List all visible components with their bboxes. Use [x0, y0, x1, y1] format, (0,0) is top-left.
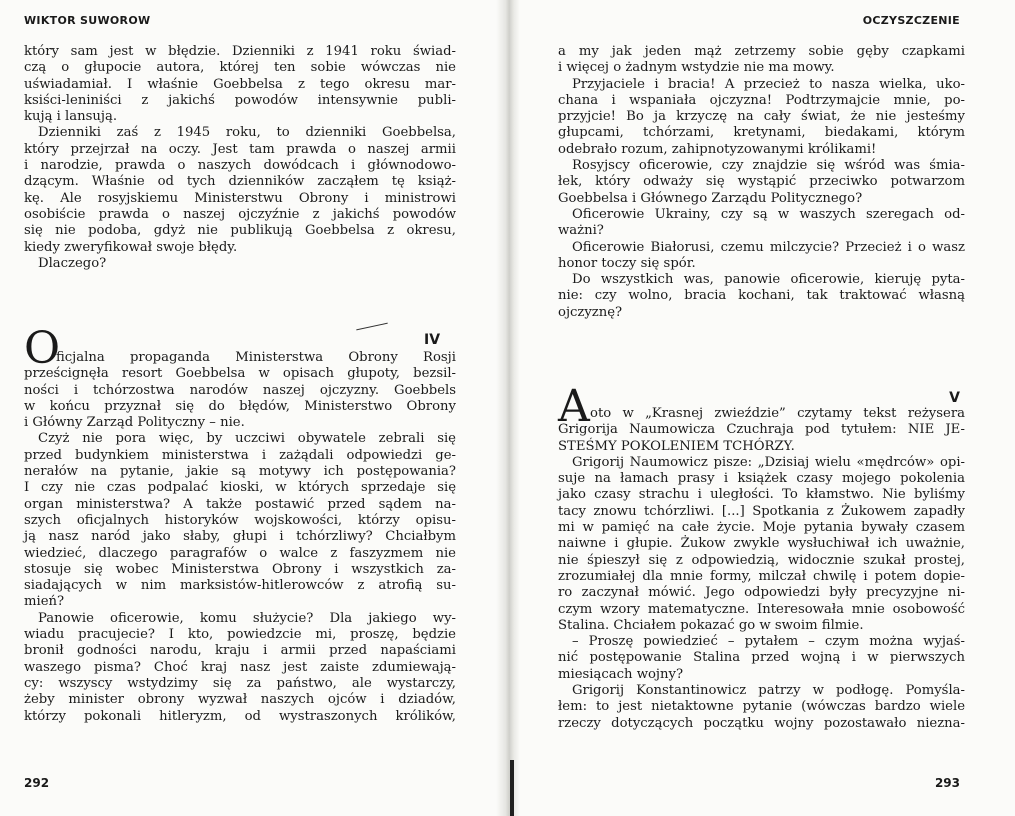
text-line: ważni?: [558, 223, 604, 239]
text-line: Oficerowie Białorusi, czemu milczycie? Przecież i o wasz: [572, 239, 965, 255]
text-line: mień?: [24, 594, 65, 610]
text-line: łek, który odważy się wystąpić przeciwko potwarzom: [558, 174, 965, 190]
text-line: Goebbelsa i Głównego Zarządu Politycznego?: [558, 190, 863, 206]
text-line: i narodzie, prawda o naszych dowódcach i głównodowo-: [24, 158, 456, 174]
section-number-iv: IV: [424, 332, 441, 348]
section-ornament: [356, 323, 388, 331]
running-head-right: OCZYSZCZENIE: [862, 14, 960, 27]
binding-shadow: [510, 760, 514, 816]
text-line: Rosyjscy oficerowie, czy znajdzie się wśród was śmia-: [572, 158, 965, 174]
text-line: cy: wszyscy wstydzimy się za państwo, ale wystarczy,: [24, 675, 456, 691]
text-line: ją nasz naród jako słaby, głupi i tchórzliwy? Chciałbym: [24, 529, 456, 545]
text-line: który przejrzał na oczy. Jest tam prawda o naszej armii: [24, 141, 456, 157]
text-line: wiadu pracujecie? I kto, powiedzcie mi, proszę, będzie: [24, 627, 456, 643]
text-line: Oficerowie Ukrainy, czy są w waszych szeregach od-: [572, 206, 965, 222]
text-line: STEŚMY POKOLENIEM TCHÓRZY.: [558, 438, 795, 454]
text-line: osobiście prawda o naszej ojczyźnie z jakichś powodów: [24, 206, 456, 222]
text-line: głupcami, tchórzami, kretynami, biedakami, którym: [558, 125, 965, 141]
text-line: szych oficjalnych historyków wojskowości, którzy opisu-: [24, 512, 456, 528]
text-line: honor toczy się spór.: [558, 255, 696, 271]
section-number-v: V: [949, 390, 960, 406]
text-line: – Proszę powiedzieć – pytałem – czym można wyjaś-: [572, 634, 965, 650]
text-line: I czy nie czas podpalać kioski, w których sprzedaje się: [24, 480, 456, 496]
text-line: siadających w nim marksistów-hitlerowców z atrofią su-: [24, 578, 456, 594]
text-line: Stalina. Chciałem pokazać go w swoim filmie.: [558, 617, 864, 633]
text-line: rzeczy dotyczących początku wojny pozostawało niezna-: [558, 715, 965, 731]
text-line: stosuje się wobec Ministerstwa Obrony i wszystkich za-: [24, 561, 456, 577]
text-line: a my jak jeden mąż zetrzemy sobie gęby czapkami: [558, 44, 965, 59]
text-line: Dlaczego?: [38, 255, 107, 271]
text-line: mi w pamięć na całe życie. Moje pytania bywały czasem: [558, 520, 965, 536]
text-line: suje na łamach prasy i książek czasy mojego pokolenia: [558, 471, 965, 487]
text-line: prześcignęła resort Goebbelsa w opisach głupoty, bezsil-: [24, 366, 456, 382]
text-line: ficjalna propaganda Ministerstwa Obrony Rosji: [56, 350, 456, 365]
text-line: zrozumiałej dla mnie formy, milczał chwilę i potem dopie-: [558, 568, 965, 584]
book-gutter: [496, 0, 520, 816]
text-line: kiedy zweryfikował swoje błędy.: [24, 239, 238, 255]
text-line: miesiącach wojny?: [558, 666, 684, 682]
text-line: łem: to jest nietaktowne pytanie (wówczas bardzo wiele: [558, 699, 965, 715]
text-line: który sam jest w błędzie. Dzienniki z 1941 roku świad-: [24, 44, 456, 59]
drop-cap-a: A: [558, 381, 590, 432]
text-line: którzy pokonali hitleryzm, od wystraszonych królików,: [24, 708, 456, 724]
text-line: Do wszystkich was, panowie oficerowie, kieruję pyta-: [572, 272, 965, 288]
text-line: Grigorij Konstantinowicz patrzy w podłogę. Pomyśla-: [572, 683, 965, 699]
right-text-block-2: [558, 406, 965, 732]
text-line: waszego pisma? Choć kraj nasz jest zaiste zdumiewają-: [24, 659, 456, 675]
text-line: ojczyznę?: [558, 304, 623, 320]
left-page: [0, 0, 505, 816]
text-line: nie śpieszył się z odpowiedzią, widocznie szukał prostej,: [558, 552, 965, 568]
text-line: Panowie oficerowie, komu służycie? Dla jakiego wy-: [38, 610, 456, 626]
text-line: bronił godności narodu, kraju i armii przed napaściami: [24, 643, 456, 659]
text-line: się nie podoba, gdyż nie publikują Goebbelsa z okresu,: [24, 223, 456, 239]
text-line: ksiści-leniniści z jakichś powodów intensywnie publi-: [24, 92, 456, 108]
text-line: wiedzieć, dlaczego paragrafów o walce z faszyzmem nie: [24, 545, 456, 561]
text-line: chana i wspaniała ojczyzna! Podtrzymajcie mnie, po-: [558, 92, 965, 108]
text-line: kują i lansują.: [24, 109, 118, 125]
text-line: i więcej o żadnym wstydzie nie ma mowy.: [558, 60, 835, 76]
text-line: przyjcie! Bo ja krzyczę na cały świat, że nie jesteśmy: [558, 109, 965, 125]
text-line: oto w „Krasnej zwieździe” czytamy tekst reżysera: [590, 406, 965, 421]
text-line: nerałów na pytanie, jakie są motywy ich postępowania?: [24, 464, 456, 480]
text-line: Grigorij Naumowicz pisze: „Dzisiaj wielu «mędrców» opi-: [572, 454, 965, 470]
drop-cap-o: O: [24, 323, 61, 374]
text-line: i Główny Zarząd Polityczny – nie.: [24, 415, 245, 431]
right-text-block-1: [558, 44, 965, 321]
text-line: przed budynkiem ministerstwa i zażądali odpowiedzi ge-: [24, 447, 456, 463]
left-text-block-1: [24, 44, 456, 272]
text-line: Czyż nie pora więc, by uczciwi obywatele zebrali się: [38, 431, 456, 447]
text-line: uświadamiał. I właśnie Goebbelsa z tego okresu mar-: [24, 76, 456, 92]
text-line: odebrało rozum, zahipnotyzowanymi królikami!: [558, 141, 877, 157]
text-line: czą o głupocie autora, której ten sobie wówczas nie: [24, 60, 456, 76]
text-line: kę. Ale rosyjskiemu Ministerstwu Obrony i ministrowi: [24, 190, 456, 206]
text-line: ro zaczynał mówić. Jego odpowiedzi były precyzyjne ni-: [558, 585, 965, 601]
page-number-right: 293: [934, 776, 960, 790]
text-line: nie: czy wolno, bracia kochani, tak traktować własną: [558, 288, 965, 304]
text-line: Przyjaciele i bracia! A przecież to nasza wielka, uko-: [572, 76, 965, 92]
text-line: w końcu przyznał się do błędów, Ministerstwo Obrony: [24, 398, 456, 414]
text-line: nić postępowanie Stalina przed wojną i w pierwszych: [558, 650, 965, 666]
text-line: ności i tchórzostwa narodów naszej ojczyzny. Goebbels: [24, 382, 456, 398]
text-line: Grigorija Naumowicza Czuchraja pod tytułem: NIE JE-: [558, 422, 965, 438]
left-text-block-2: [24, 350, 456, 725]
text-line: czym wzory matematyczne. Interesowała mnie osobowość: [558, 601, 965, 617]
right-page: [505, 0, 1015, 816]
text-line: jako czasy strachu i uległości. To kłamstwo. Nie byliśmy: [558, 487, 965, 503]
page-number-left: 292: [24, 776, 50, 790]
text-line: organ ministerstwa? A także postawić przed sądem na-: [24, 496, 456, 512]
text-line: żeby minister obrony wyzwał naszych ojców i dziadów,: [24, 692, 456, 708]
text-line: dzącym. Właśnie od tych dzienników zacząłem tę książ-: [24, 174, 456, 190]
text-line: tacy znowu tchórzliwi. [...] Spotkania z Żukowem zapadły: [558, 503, 965, 519]
text-line: naiwne i głupie. Żukow zwykle wysłuchiwał ich uważnie,: [558, 536, 965, 552]
text-line: Dzienniki zaś z 1945 roku, to dzienniki Goebbelsa,: [38, 125, 456, 141]
running-head-left: WIKTOR SUWOROW: [24, 14, 151, 27]
